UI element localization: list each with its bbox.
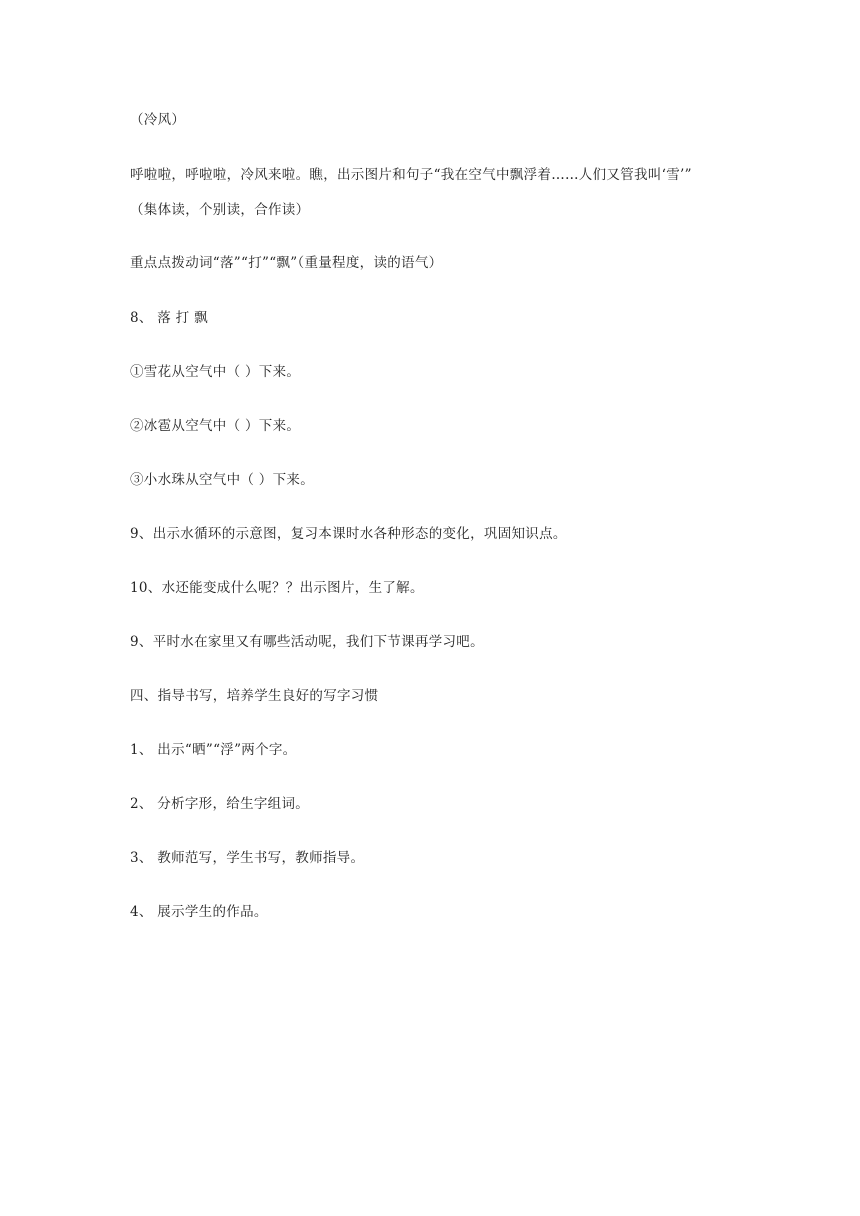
text-line-item-8: 8、 落 打 飘 [130, 310, 208, 326]
text-line-reading-modes: （集体读，个别读，合作读） [130, 202, 310, 218]
text-line-item-9: 9、出示水循环的示意图，复习本课时水各种形态的变化，巩固知识点。 [130, 526, 567, 542]
text-line-key-verbs: 重点点拨动词“落”“打”“飘”（重量程度，读的语气） [130, 255, 443, 271]
text-line-snow-sentence: 呼啦啦，呼啦啦，冷风来啦。瞧，出示图片和句子“我在空气中飘浮着……人们又管我叫‘雪’” [130, 167, 692, 183]
text-line-fill-blank-1: ①雪花从空气中（ ）下来。 [130, 364, 301, 380]
text-line-fill-blank-2: ②冰雹从空气中（ ）下来。 [130, 418, 301, 434]
text-line-cold-wind: （冷风） [130, 112, 186, 128]
text-line-item-9b: 9、平时水在家里又有哪些活动呢，我们下节课再学习吧。 [130, 634, 484, 650]
text-line-fill-blank-3: ③小水珠从空气中（ ）下来。 [130, 472, 314, 488]
text-line-step-3: 3、 教师范写，学生书写，教师指导。 [130, 850, 365, 866]
text-line-step-1: 1、 出示“晒”“浮”两个字。 [130, 742, 297, 758]
text-line-item-10: 10、水还能变成什么呢？？出示图片，生了解。 [130, 580, 424, 596]
text-line-step-2: 2、 分析字形，给生字组词。 [130, 796, 310, 812]
text-line-step-4: 4、 展示学生的作品。 [130, 904, 268, 920]
section-heading-writing: 四、指导书写，培养学生良好的写字习惯 [130, 688, 379, 704]
